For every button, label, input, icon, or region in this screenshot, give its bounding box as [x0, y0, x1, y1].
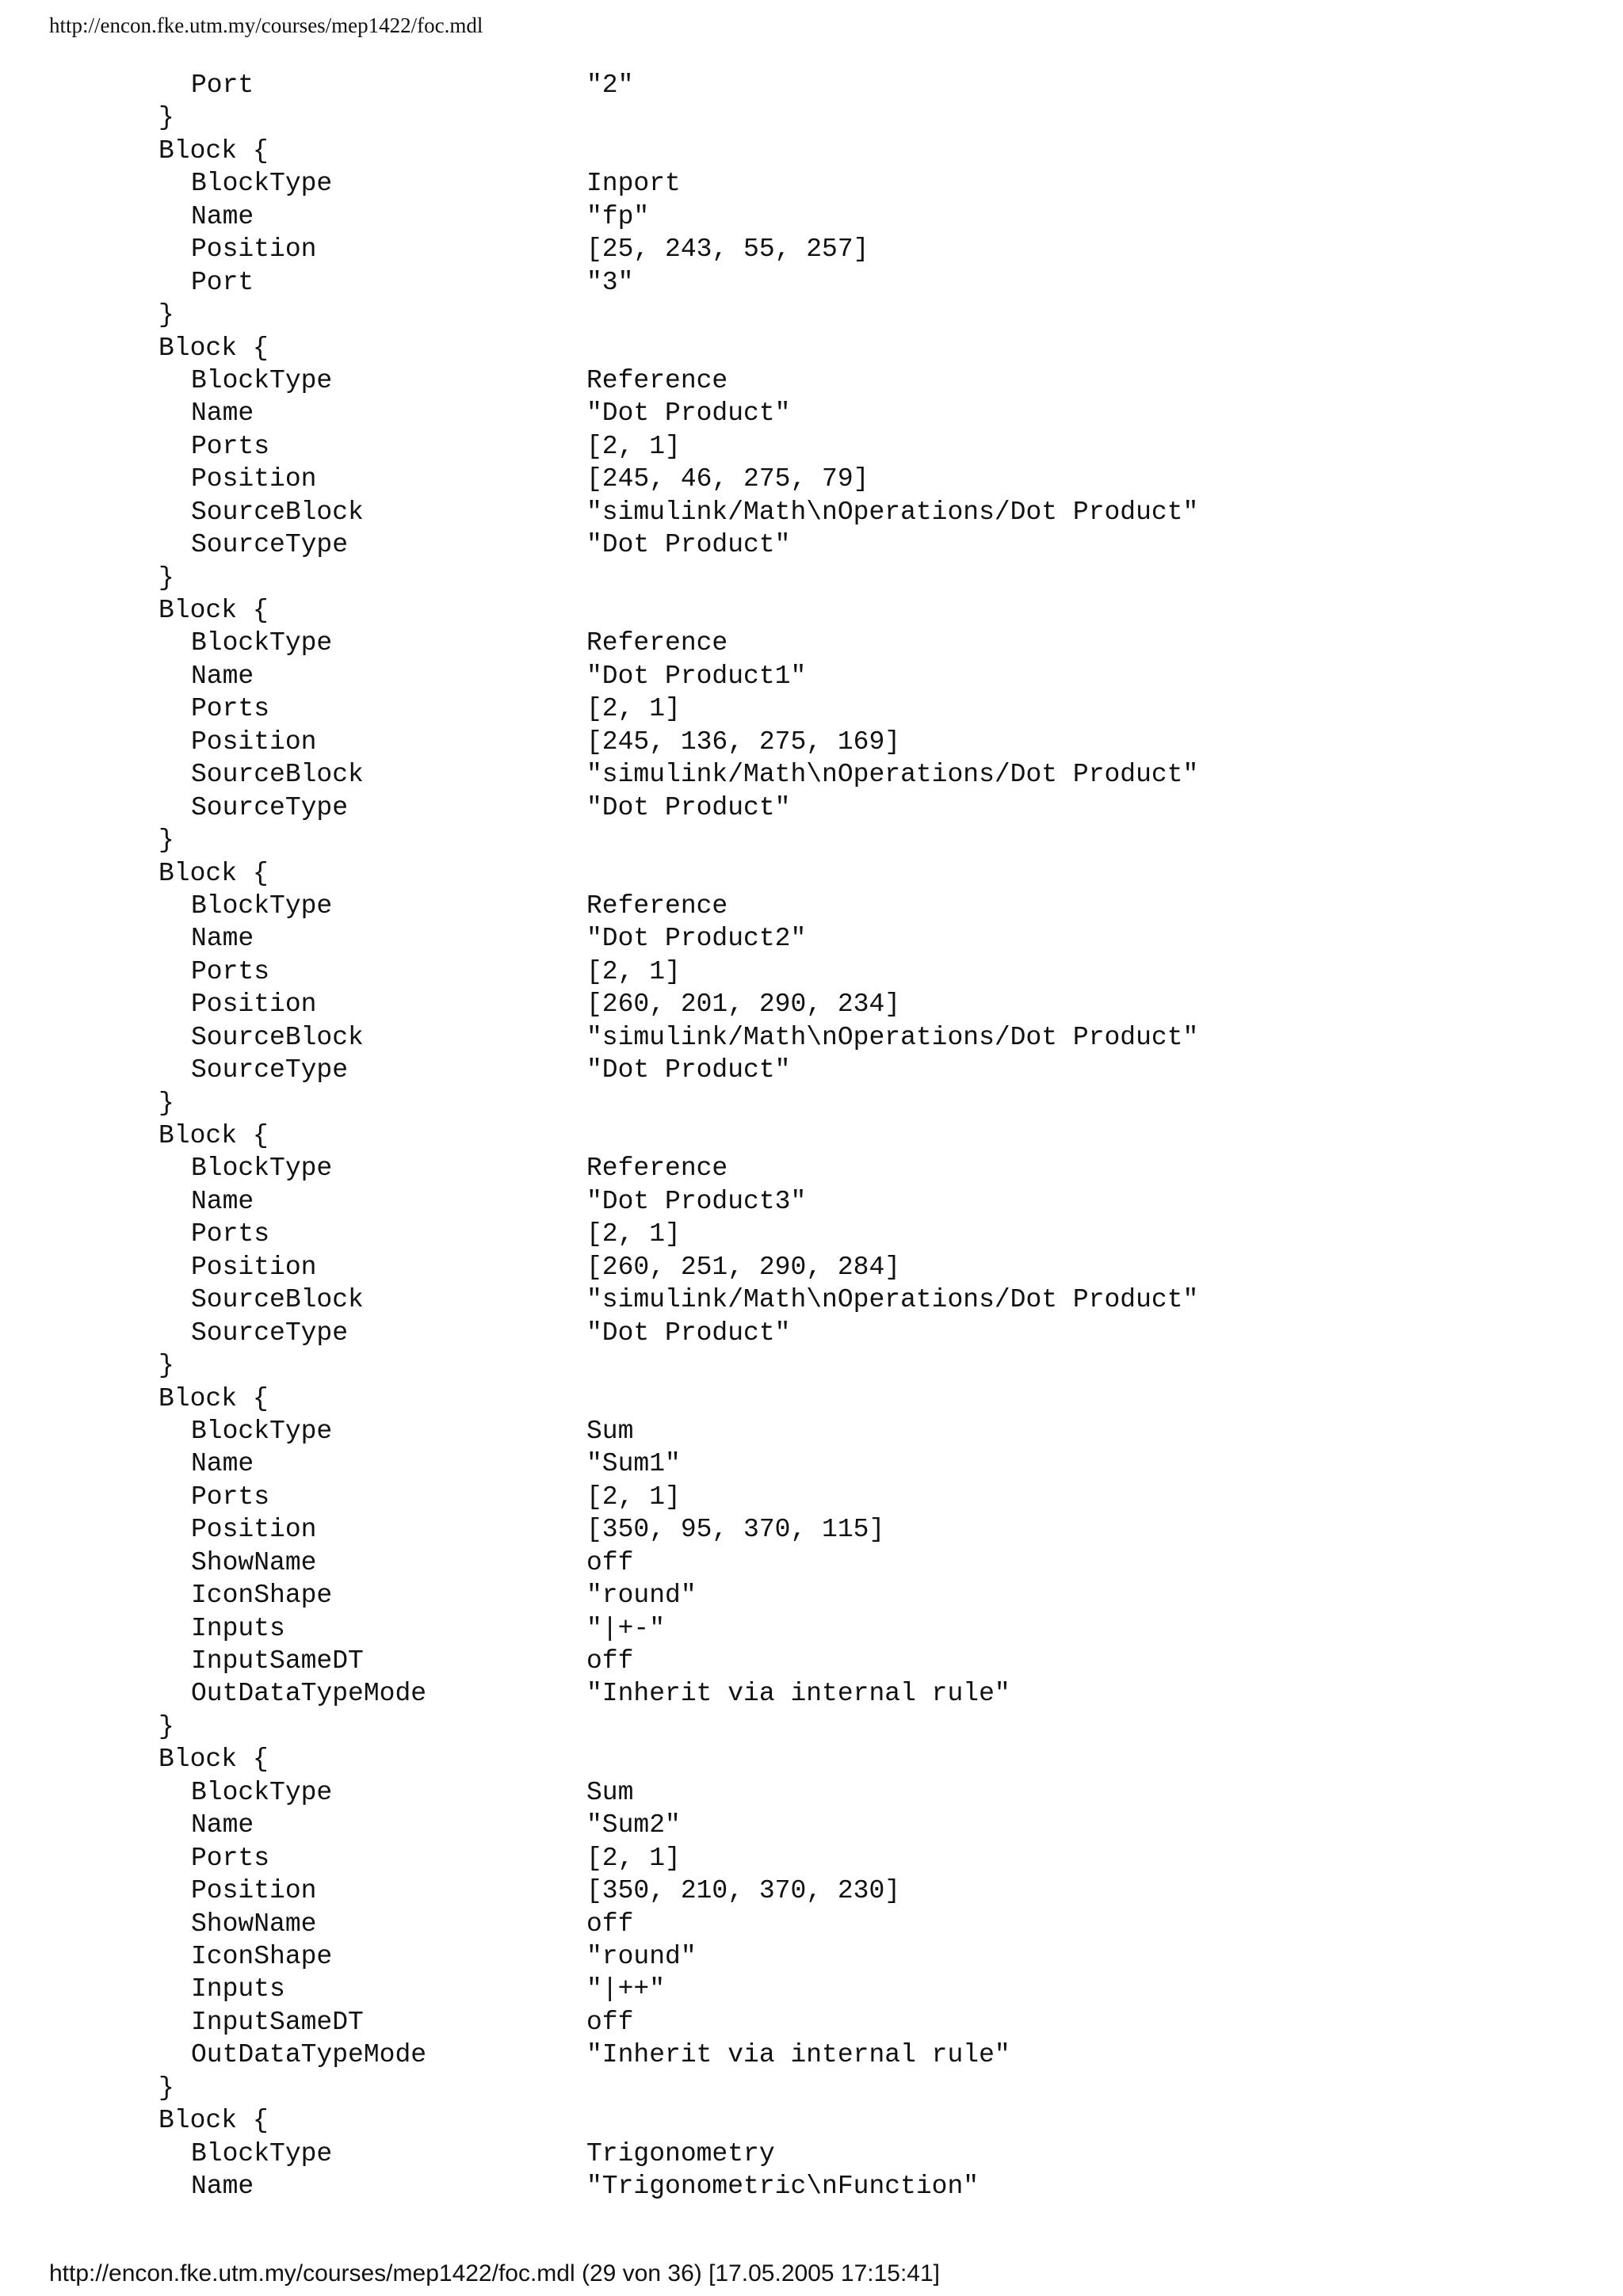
block-brace: Block {: [158, 1121, 269, 1150]
code-line: [0, 528, 1623, 561]
param-key: Name: [191, 201, 254, 231]
param-value: [2, 1]: [586, 1482, 681, 1512]
param-key: Position: [191, 990, 317, 1020]
param-key: Inputs: [191, 1613, 285, 1643]
param-key: SourceType: [191, 1318, 349, 1348]
param-key: Name: [191, 1810, 254, 1840]
param-value: "Dot Product": [586, 1318, 791, 1348]
param-value: off: [586, 2007, 634, 2037]
code-line: [0, 1875, 1623, 1907]
code-line: [0, 200, 1623, 233]
param-value: "Dot Product": [586, 399, 791, 429]
param-key: SourceType: [191, 530, 349, 560]
code-line: [0, 69, 1623, 101]
param-key: Name: [191, 2172, 254, 2201]
param-value: off: [586, 1646, 634, 1676]
param-key: BlockType: [191, 628, 333, 658]
code-line: [0, 1447, 1623, 1480]
block-brace: }: [158, 2073, 174, 2103]
code-line: [0, 594, 1623, 627]
code-line: [0, 1087, 1623, 1119]
param-key: Position: [191, 727, 317, 757]
param-key: SourceBlock: [191, 1285, 364, 1315]
code-line: [0, 1711, 1623, 1743]
param-value: [245, 46, 275, 79]: [586, 464, 869, 494]
param-key: BlockType: [191, 1416, 333, 1446]
param-value: "Dot Product1": [586, 661, 807, 691]
code-line: [0, 660, 1623, 692]
param-key: SourceBlock: [191, 1022, 364, 1052]
param-key: IconShape: [191, 1581, 333, 1611]
param-value: Reference: [586, 365, 728, 395]
param-value: [25, 243, 55, 257]: [586, 235, 869, 265]
code-line: [0, 266, 1623, 299]
code-line: [0, 2138, 1623, 2170]
code-line: [0, 692, 1623, 725]
code-line: [0, 1809, 1623, 1841]
code-line: [0, 1218, 1623, 1250]
code-line: [0, 726, 1623, 758]
code-line: [0, 1579, 1623, 1611]
param-key: Name: [191, 661, 254, 691]
block-brace: }: [158, 300, 174, 330]
param-value: Inport: [586, 169, 681, 199]
param-value: [2, 1]: [586, 1219, 681, 1249]
code-line: [0, 988, 1623, 1020]
param-key: ShowName: [191, 1909, 317, 1939]
param-value: "Sum2": [586, 1810, 681, 1840]
param-key: Position: [191, 1252, 317, 1282]
code-line: [0, 1283, 1623, 1316]
code-line: [0, 1973, 1623, 2005]
code-line: [0, 135, 1623, 167]
param-key: OutDataTypeMode: [191, 2040, 427, 2070]
param-key: Ports: [191, 956, 270, 986]
code-line: [0, 233, 1623, 265]
block-brace: Block {: [158, 1383, 269, 1413]
code-line: [0, 1152, 1623, 1184]
param-value: [2, 1]: [586, 956, 681, 986]
block-brace: }: [158, 103, 174, 133]
param-value: "round": [586, 1581, 697, 1611]
param-key: BlockType: [191, 1777, 333, 1807]
block-brace: }: [158, 563, 174, 593]
code-line: [0, 2104, 1623, 2137]
block-brace: Block {: [158, 858, 269, 888]
code-line: [0, 397, 1623, 429]
param-value: Sum: [586, 1777, 634, 1807]
code-line: [0, 1185, 1623, 1218]
param-value: [245, 136, 275, 169]: [586, 727, 901, 757]
param-value: off: [586, 1909, 634, 1939]
param-key: SourceType: [191, 1055, 349, 1085]
param-key: Position: [191, 235, 317, 265]
code-line: [0, 1612, 1623, 1645]
param-key: Ports: [191, 1219, 270, 1249]
block-brace: }: [158, 1711, 174, 1741]
code-line: [0, 758, 1623, 791]
param-key: Port: [191, 267, 254, 297]
param-value: [350, 210, 370, 230]: [586, 1876, 901, 1906]
param-key: Name: [191, 1449, 254, 1479]
code-line: [0, 562, 1623, 594]
param-value: "Dot Product": [586, 1055, 791, 1085]
block-brace: Block {: [158, 1745, 269, 1775]
block-brace: Block {: [158, 596, 269, 625]
code-line: [0, 101, 1623, 134]
code-line: [0, 1776, 1623, 1809]
code-line: [0, 1842, 1623, 1875]
param-value: off: [586, 1547, 634, 1577]
param-value: "Dot Product2": [586, 924, 807, 954]
param-value: "Inherit via internal rule": [586, 1679, 1010, 1709]
param-value: [2, 1]: [586, 694, 681, 724]
code-line: [0, 857, 1623, 890]
param-value: Trigonometry: [586, 2138, 775, 2168]
block-brace: }: [158, 1351, 174, 1381]
code-line: [0, 1481, 1623, 1513]
param-key: Name: [191, 399, 254, 429]
page-header-url: http://encon.fke.utm.my/courses/mep1422/foc.mdl: [49, 13, 483, 37]
param-key: Name: [191, 924, 254, 954]
code-line: [0, 1349, 1623, 1382]
param-value: Sum: [586, 1416, 634, 1446]
param-key: IconShape: [191, 1941, 333, 1971]
page-footer: http://encon.fke.utm.my/courses/mep1422/foc.mdl (29 von 36) [17.05.2005 17:15:41]: [49, 2260, 941, 2286]
block-brace: }: [158, 1088, 174, 1118]
param-key: InputSameDT: [191, 2007, 364, 2037]
code-line: [0, 627, 1623, 659]
code-line: [0, 1251, 1623, 1283]
param-key: Position: [191, 1876, 317, 1906]
code-line: [0, 824, 1623, 856]
mdl-code-listing: [0, 69, 1623, 2203]
block-brace: }: [158, 826, 174, 856]
param-key: ShowName: [191, 1547, 317, 1577]
code-line: [0, 1743, 1623, 1775]
code-line: [0, 1677, 1623, 1710]
code-line: [0, 1415, 1623, 1447]
param-key: Inputs: [191, 1974, 285, 2004]
param-key: BlockType: [191, 1154, 333, 1184]
param-key: SourceBlock: [191, 760, 364, 790]
param-key: Position: [191, 1515, 317, 1545]
param-value: "Dot Product3": [586, 1186, 807, 1216]
param-value: "Inherit via internal rule": [586, 2040, 1010, 2070]
code-line: [0, 955, 1623, 988]
param-key: Ports: [191, 1843, 270, 1873]
param-key: Position: [191, 464, 317, 494]
code-line: [0, 299, 1623, 331]
param-value: "Trigonometric\nFunction": [586, 2172, 980, 2201]
param-value: "|+-": [586, 1613, 666, 1643]
param-value: "fp": [586, 201, 650, 231]
param-value: "simulink/Math\nOperations/Dot Product": [586, 1022, 1199, 1052]
param-value: "Dot Product": [586, 530, 791, 560]
param-value: "Sum1": [586, 1449, 681, 1479]
param-key: SourceType: [191, 792, 349, 822]
code-line: [0, 496, 1623, 528]
code-line: [0, 1908, 1623, 1940]
param-key: BlockType: [191, 169, 333, 199]
param-value: "simulink/Math\nOperations/Dot Product": [586, 760, 1199, 790]
code-line: [0, 1547, 1623, 1579]
block-brace: Block {: [158, 333, 269, 363]
code-line: [0, 332, 1623, 364]
code-line: [0, 1021, 1623, 1054]
param-key: SourceBlock: [191, 497, 364, 527]
code-line: [0, 1940, 1623, 1973]
param-key: InputSameDT: [191, 1646, 364, 1676]
code-line: [0, 1513, 1623, 1546]
code-line: [0, 2039, 1623, 2071]
code-line: [0, 1383, 1623, 1415]
param-value: [2, 1]: [586, 431, 681, 461]
param-value: Reference: [586, 1154, 728, 1184]
param-value: [260, 251, 290, 284]: [586, 1252, 901, 1282]
code-line: [0, 2170, 1623, 2203]
param-value: "simulink/Math\nOperations/Dot Product": [586, 1285, 1199, 1315]
code-line: [0, 1119, 1623, 1152]
param-key: OutDataTypeMode: [191, 1679, 427, 1709]
param-value: [350, 95, 370, 115]: [586, 1515, 885, 1545]
code-line: [0, 2006, 1623, 2039]
param-value: Reference: [586, 628, 728, 658]
param-key: Ports: [191, 1482, 270, 1512]
code-line: [0, 791, 1623, 824]
param-key: Ports: [191, 694, 270, 724]
param-value: "round": [586, 1941, 697, 1971]
param-value: "2": [586, 71, 634, 100]
param-key: BlockType: [191, 891, 333, 921]
code-line: [0, 1645, 1623, 1677]
param-key: Ports: [191, 431, 270, 461]
code-line: [0, 2072, 1623, 2104]
block-brace: Block {: [158, 135, 269, 166]
param-value: Reference: [586, 891, 728, 921]
param-key: Port: [191, 71, 254, 100]
param-key: BlockType: [191, 365, 333, 395]
block-brace: Block {: [158, 2106, 269, 2136]
code-line: [0, 922, 1623, 955]
code-line: [0, 890, 1623, 922]
param-key: BlockType: [191, 2138, 333, 2168]
param-value: "3": [586, 267, 634, 297]
code-line: [0, 167, 1623, 200]
param-value: [2, 1]: [586, 1843, 681, 1873]
code-line: [0, 1054, 1623, 1086]
code-line: [0, 463, 1623, 495]
param-value: [260, 201, 290, 234]: [586, 990, 901, 1020]
param-key: Name: [191, 1186, 254, 1216]
param-value: "Dot Product": [586, 792, 791, 822]
code-line: [0, 364, 1623, 397]
param-value: "simulink/Math\nOperations/Dot Product": [586, 497, 1199, 527]
param-value: "|++": [586, 1974, 666, 2004]
code-line: [0, 430, 1623, 463]
code-line: [0, 1317, 1623, 1349]
